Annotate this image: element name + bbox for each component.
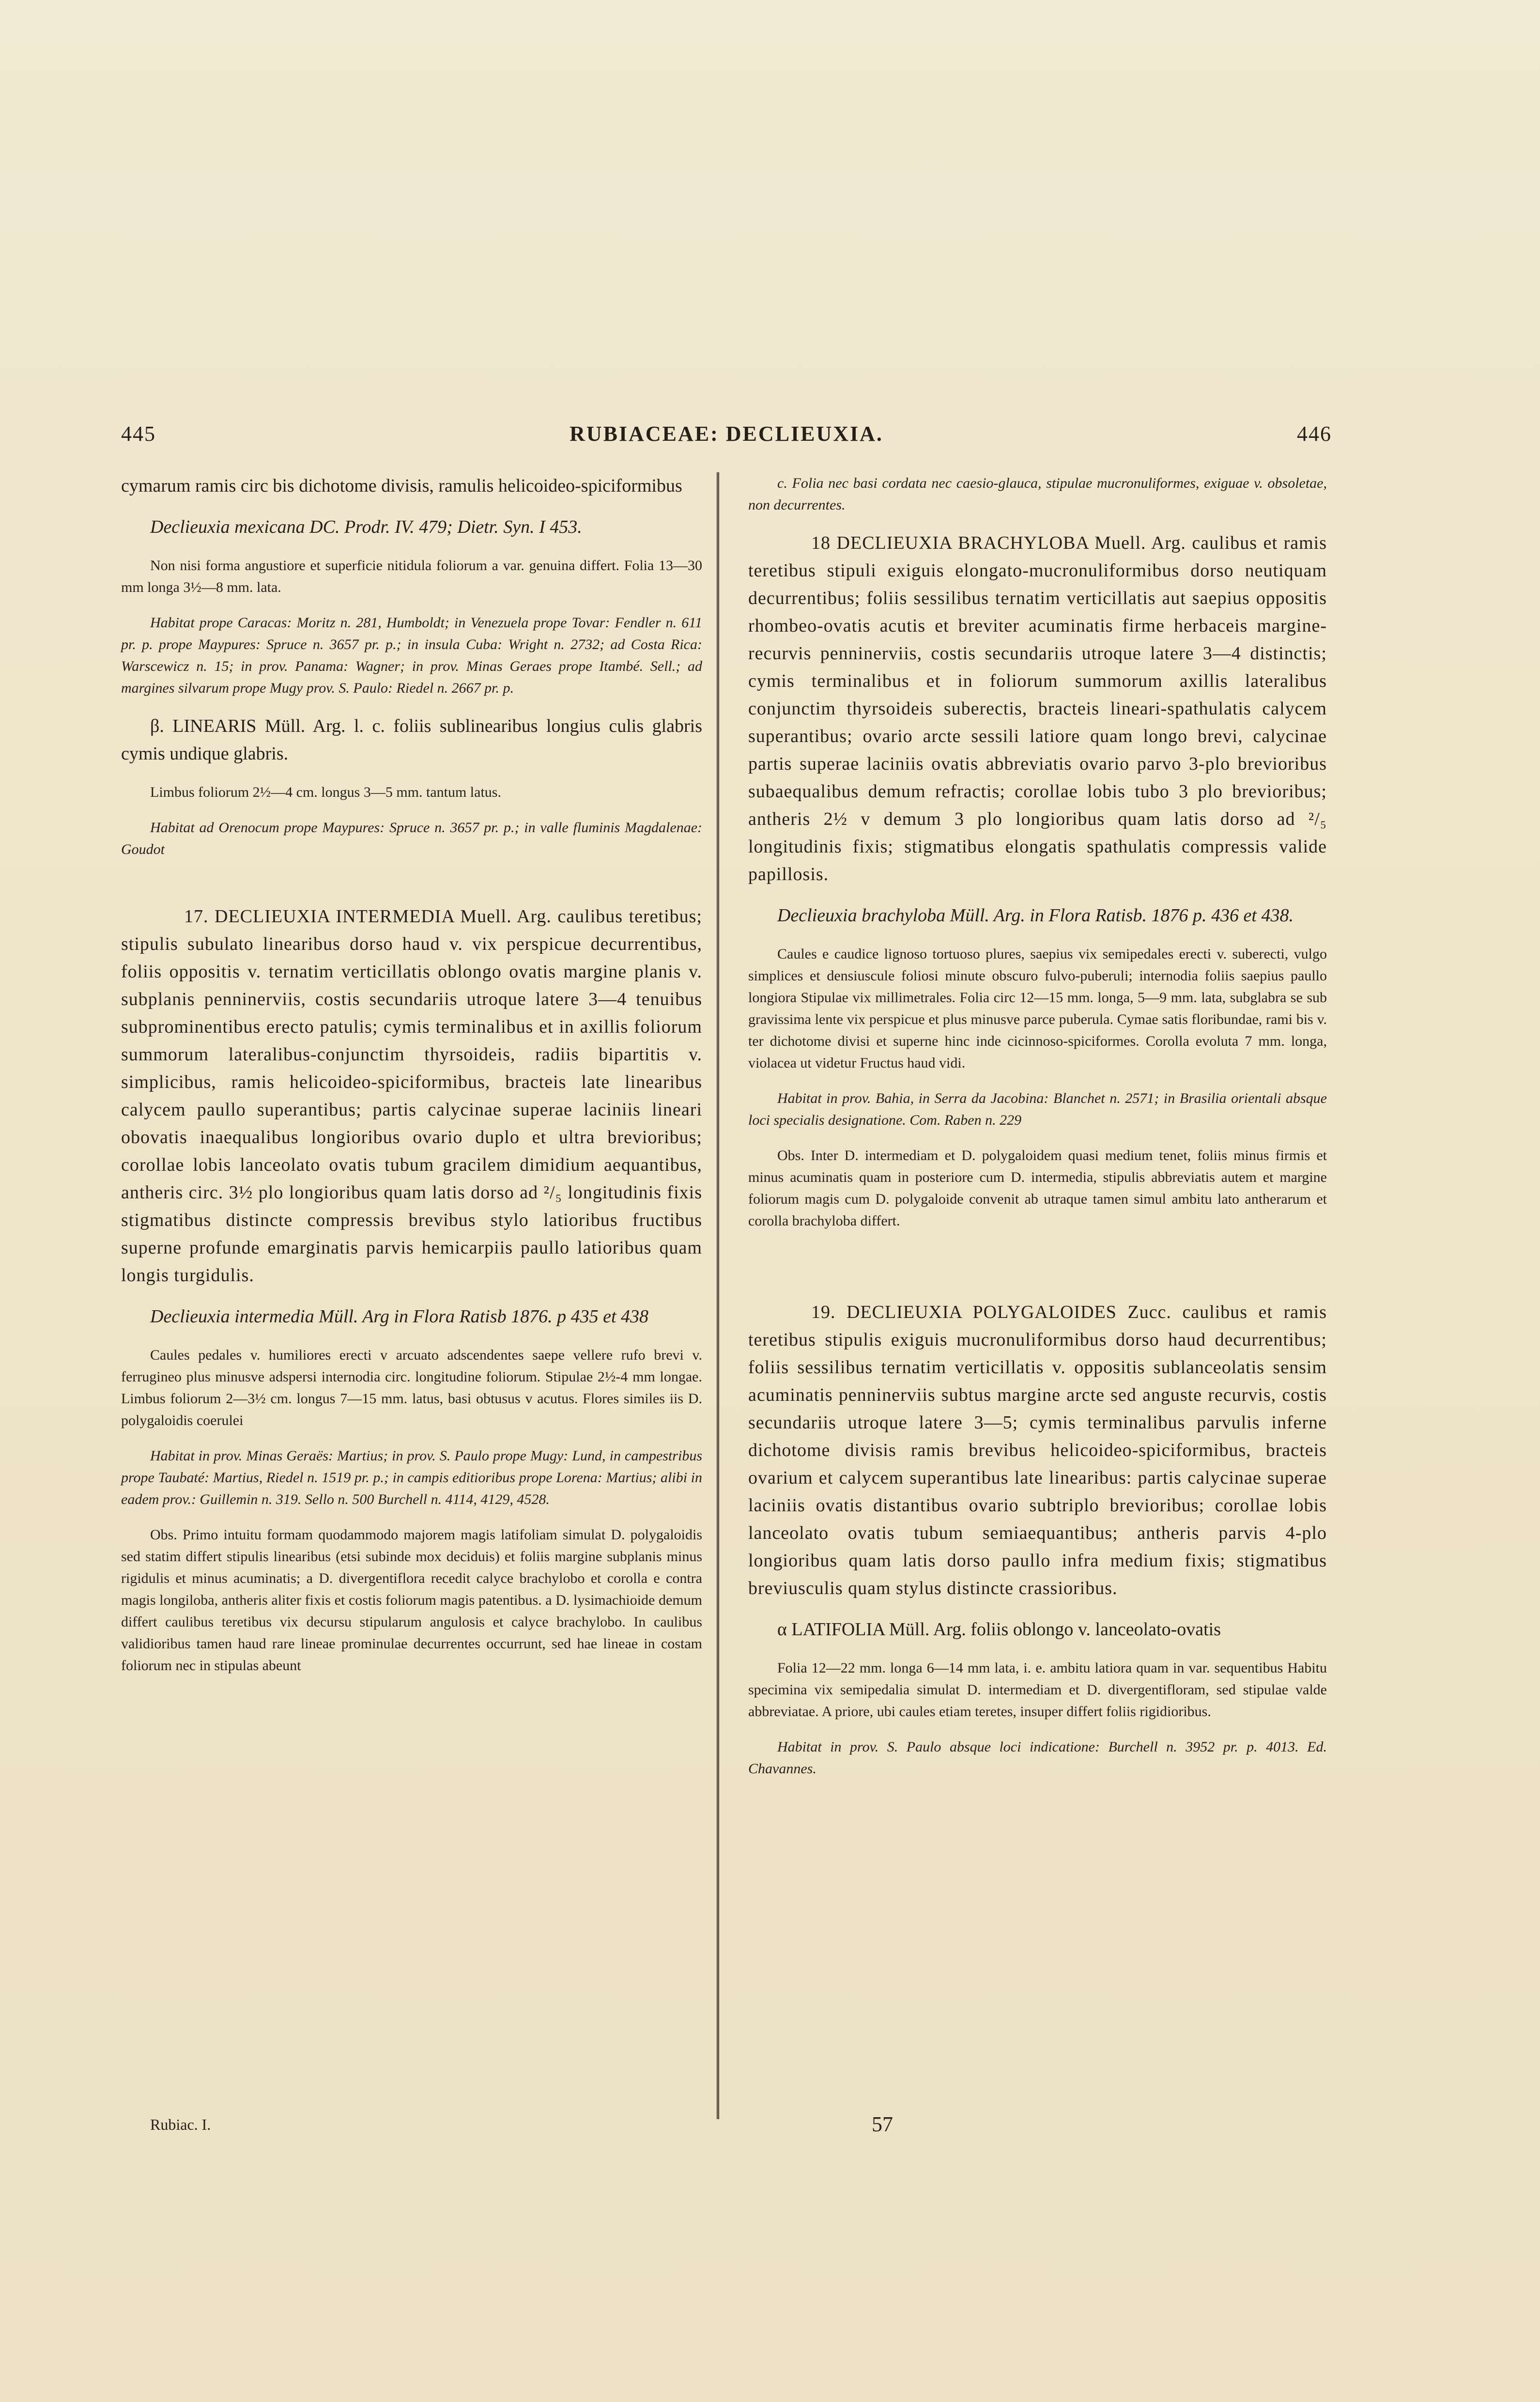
- running-header: [121, 421, 1332, 455]
- habitat-linearis: Habitat ad Orenocum prope Maypures: Spruce n. 3657 pr. p.; in valle fluminis Magdalenae: Goudot: [121, 820, 702, 857]
- right-column: [748, 472, 1327, 1793]
- signature-mark: Rubiac. I.: [150, 2116, 211, 2133]
- column-divider: [717, 472, 719, 2119]
- sheet-number: 57: [872, 2112, 893, 2136]
- latifolia-habitat: Habitat in prov. S. Paulo absque loci indicatione: Burchell n. 3952 pr. p. 4013. Ed. Chavannes.: [748, 1739, 1327, 1777]
- species-17-citation: Declieuxia intermedia Müll. Arg in Flora Ratisb 1876. p 435 et 438: [150, 1306, 649, 1327]
- key-c: c. Folia nec basi cordata nec caesio-glauca, stipulae mucronuliformes, exiguae v. obsoletae, non decurrentes.: [748, 475, 1327, 513]
- synonym-citation: Declieuxia mexicana DC. Prodr. IV. 479; Dietr. Syn. I 453.: [150, 517, 582, 537]
- variety-latifolia: α LATIFOLIA Müll. Arg. foliis oblongo v. lanceolato-ovatis: [777, 1619, 1221, 1640]
- variety-note: Non nisi forma angustiore et superficie nitidula foliorum a var. genuina differt. Folia 13—30 mm longa 3½—8 mm. lata.: [121, 558, 702, 595]
- species-18-caules: Caules e caudice lignoso tortuoso plures, saepius vix semipedales erecti v. suberecti, vulgo simplices et densiuscule foliosi minute obscuro fulvo-puberuli; internodia foliis saepius paullo longiora Stipulae vix millimetrales. Folia circ 12—15 mm. longa, 5—9 mm. lata, subglabra se sub gravissima lente vix perspicue et plus minusve parce puberula. Cymae satis floribundae, rami bis v. ter dichotome divisi et superne hinc inde cicinnoso-spiciformes. Corolla evoluta 7 mm. longa, violacea ut videtur Fructus haud vidi.: [748, 946, 1327, 1071]
- running-title: RUBIACEAE: DECLIEUXIA.: [570, 422, 883, 446]
- species-18-description: 18 DECLIEUXIA BRACHYLOBA Muell. Arg. caulibus et ramis teretibus stipuli exiguis elongato-mucronuliformibus dorso neutiquam decurrentibus; foliis sessilibus ternatim verticillatis aut saepius oppositis rhombeo-ovatis acutis et breviter acuminatis firme herbaceis margine-recurvis penninerviis, costis secundariis utroque latere 3—4 distinctis; cymis terminalibus et in foliorum summorum axillis lateralibus conjunctim thyrsoideis suberectis, bracteis lineari-spathulatis calycem superantibus; ovario arcte sessili latiore quam longo brevi, calycinae partis superae laciniis ovatis abbreviatis ovario parvo 3-plo brevioribus subaequalibus demum refractis; corollae lobis tubo 3 plo brevioribus; antheris 2½ v demum 3 plo longioribus quam latis dorso ad ²/₅ longitudinis fixis; stigmatibus elongatis spathulatis compressis valide papillosis.: [748, 533, 1327, 884]
- species-18-observation: Obs. Inter D. intermediam et D. polygaloidem quasi medium tenet, foliis minus firmis et minus acuminatis quam in posteriore cum D. intermedia, stipulis abbreviatis autem et margine foliorum magis cum D. polygaloide convenit ab utraque tamen simul ambitu lato antherarum et corolla brachyloba differt.: [748, 1147, 1327, 1229]
- page-number-right: 446: [1297, 422, 1332, 446]
- species-18-habitat: Habitat in prov. Bahia, in Serra da Jacobina: Blanchet n. 2571; in Brasilia orientali absque loci specialis designatione. Com. Raben n. 229: [748, 1090, 1327, 1128]
- species-18-citation: Declieuxia brachyloba Müll. Arg. in Flora Ratisb. 1876 p. 436 et 438.: [777, 905, 1294, 926]
- latifolia-note: Folia 12—22 mm. longa 6—14 mm lata, i. e. ambitu latiora quam in var. sequentibus Habitu specimina vix semipedalia simulat D. intermediam et D. divergentifloram, sed stipulae valde abbreviatae. A priore, ubi caules etiam teretes, insuper differt foliis rigidioribus.: [748, 1660, 1327, 1720]
- species-17-description: 17. DECLIEUXIA INTERMEDIA Muell. Arg. caulibus teretibus; stipulis subulato linearibus dorso haud v. vix perspicue decurrentibus, foliis oppositis v. ternatim verticillatis oblongo ovatis margine planis v. subplanis penninerviis, costis secundariis utroque latere 3—4 tenuibus subprominentibus erecto patulis; cymis terminalibus et in axillis foliorum summorum lateralibus-conjunctim thyrsoideis, radiis bipartitis v. simplicibus, ramis helicoideo-spiciformibus, bracteis late linearibus calycem paullo superantibus; partis calycinae superae laciniis lineari obovatis inaequalibus longioribus ovario duplo et ultra brevioribus; corollae lobis lanceolato ovatis tubum gracilem dimidium aequantibus, antheris circ. 3½ plo longioribus quam latis dorso ad ²/₅ longitudinis fixis stigmatibus distincte compressis brevibus stylo latioribus fructibus superne profunde emarginatis parvis hemicarpiis paullo latioribus quam longis turgidulis.: [121, 906, 702, 1286]
- continuation-text: cymarum ramis circ bis dichotome divisis, ramulis helicoideo-spiciformibus: [121, 476, 682, 496]
- page-number-left: 445: [121, 422, 156, 446]
- habitat-text: Habitat prope Caracas: Moritz n. 281, Humboldt; in Venezuela prope Tovar: Fendler n. 611 pr. p. prope Maypures: Spruce n. 3657 pr. p.; in insula Cuba: Wright n. 2732; ad Costa Rica: Warscewicz n. 15; in prov. Panama: Wagner; in prov. Minas Geraes prope Itambé. Sell.; ad margines silvarum prope Mugy prov. S. Paulo: Riedel n. 2667 pr. p.: [121, 615, 702, 696]
- species-17-caules: Caules pedales v. humiliores erecti v arcuato adscendentes saepe vellere rufo brevi v. ferrugineo plus minusve adspersi internodia circ. longitudine foliorum. Stipulae 2½-4 mm longae. Limbus foliorum 2—3½ cm. longus 7—15 mm. latus, basi obtusus v acutus. Flores similes iis D. polygaloidis coerulei: [121, 1347, 702, 1428]
- limbus-note: Limbus foliorum 2½—4 cm. longus 3—5 mm. tantum latus.: [150, 784, 501, 800]
- variety-linearis: β. LINEARIS Müll. Arg. l. c. foliis sublinearibus longius culis glabris cymis undique glabris.: [121, 716, 702, 764]
- species-17-observation: Obs. Primo intuitu formam quodammodo majorem magis latifoliam simulat D. polygaloidis sed statim differt stipulis linearibus (etsi subinde mox deciduis) et foliis margine subplanis minus rigidulis et minus acuminatis; a D. divergentiflora recedit calyce brachylobo et corolla e contra magis longiloba, antheris aliter fixis et costis foliorum magis patentibus. a D. lysimachioide demum differt caulibus teretibus vix decursu stipularum angulosis et calyce brachylobo. In caulibus validioribus tamen haud rare lineae prominulae decurrentes occurrunt, sed hae lineae in costam foliorum nec in stipulas abeunt: [121, 1527, 702, 1674]
- left-column: [121, 472, 702, 1690]
- species-19-description: 19. DECLIEUXIA POLYGALOIDES Zucc. caulibus et ramis teretibus stipulis exiguis mucronuliformibus dorso haud decurrentibus; foliis sessilibus ternatim verticillatis v. oppositis sublanceolatis sensim acuminatis penninerviis subtus margine arcte sed anguste recurvis, costis secundariis utroque latere 3—5; cymis terminalibus parvulis inferne dichotome divisis ramis brevibus helicoideo-spiciformibus, bracteis ovarium et calycem superantibus late linearibus: partis calycinae superae laciniis ovatis distantibus ovario subtriplo brevioribus; corollae lobis lanceolato ovatis tubum semiaequantibus; antheris parvis 4-plo longioribus quam latis dorso paullo infra medium fixis; stigmatibus breviusculis quam stylus distincte crassioribus.: [748, 1302, 1327, 1598]
- species-17-habitat: Habitat in prov. Minas Geraës: Martius; in prov. S. Paulo prope Mugy: Lund, in campestribus prope Taubaté: Martius, Riedel n. 1519 pr. p.; in campis editioribus prope Lorena: Martius; alibi in eadem prov.: Guillemin n. 319. Sello n. 500 Burchell n. 4114, 4129, 4528.: [121, 1448, 702, 1507]
